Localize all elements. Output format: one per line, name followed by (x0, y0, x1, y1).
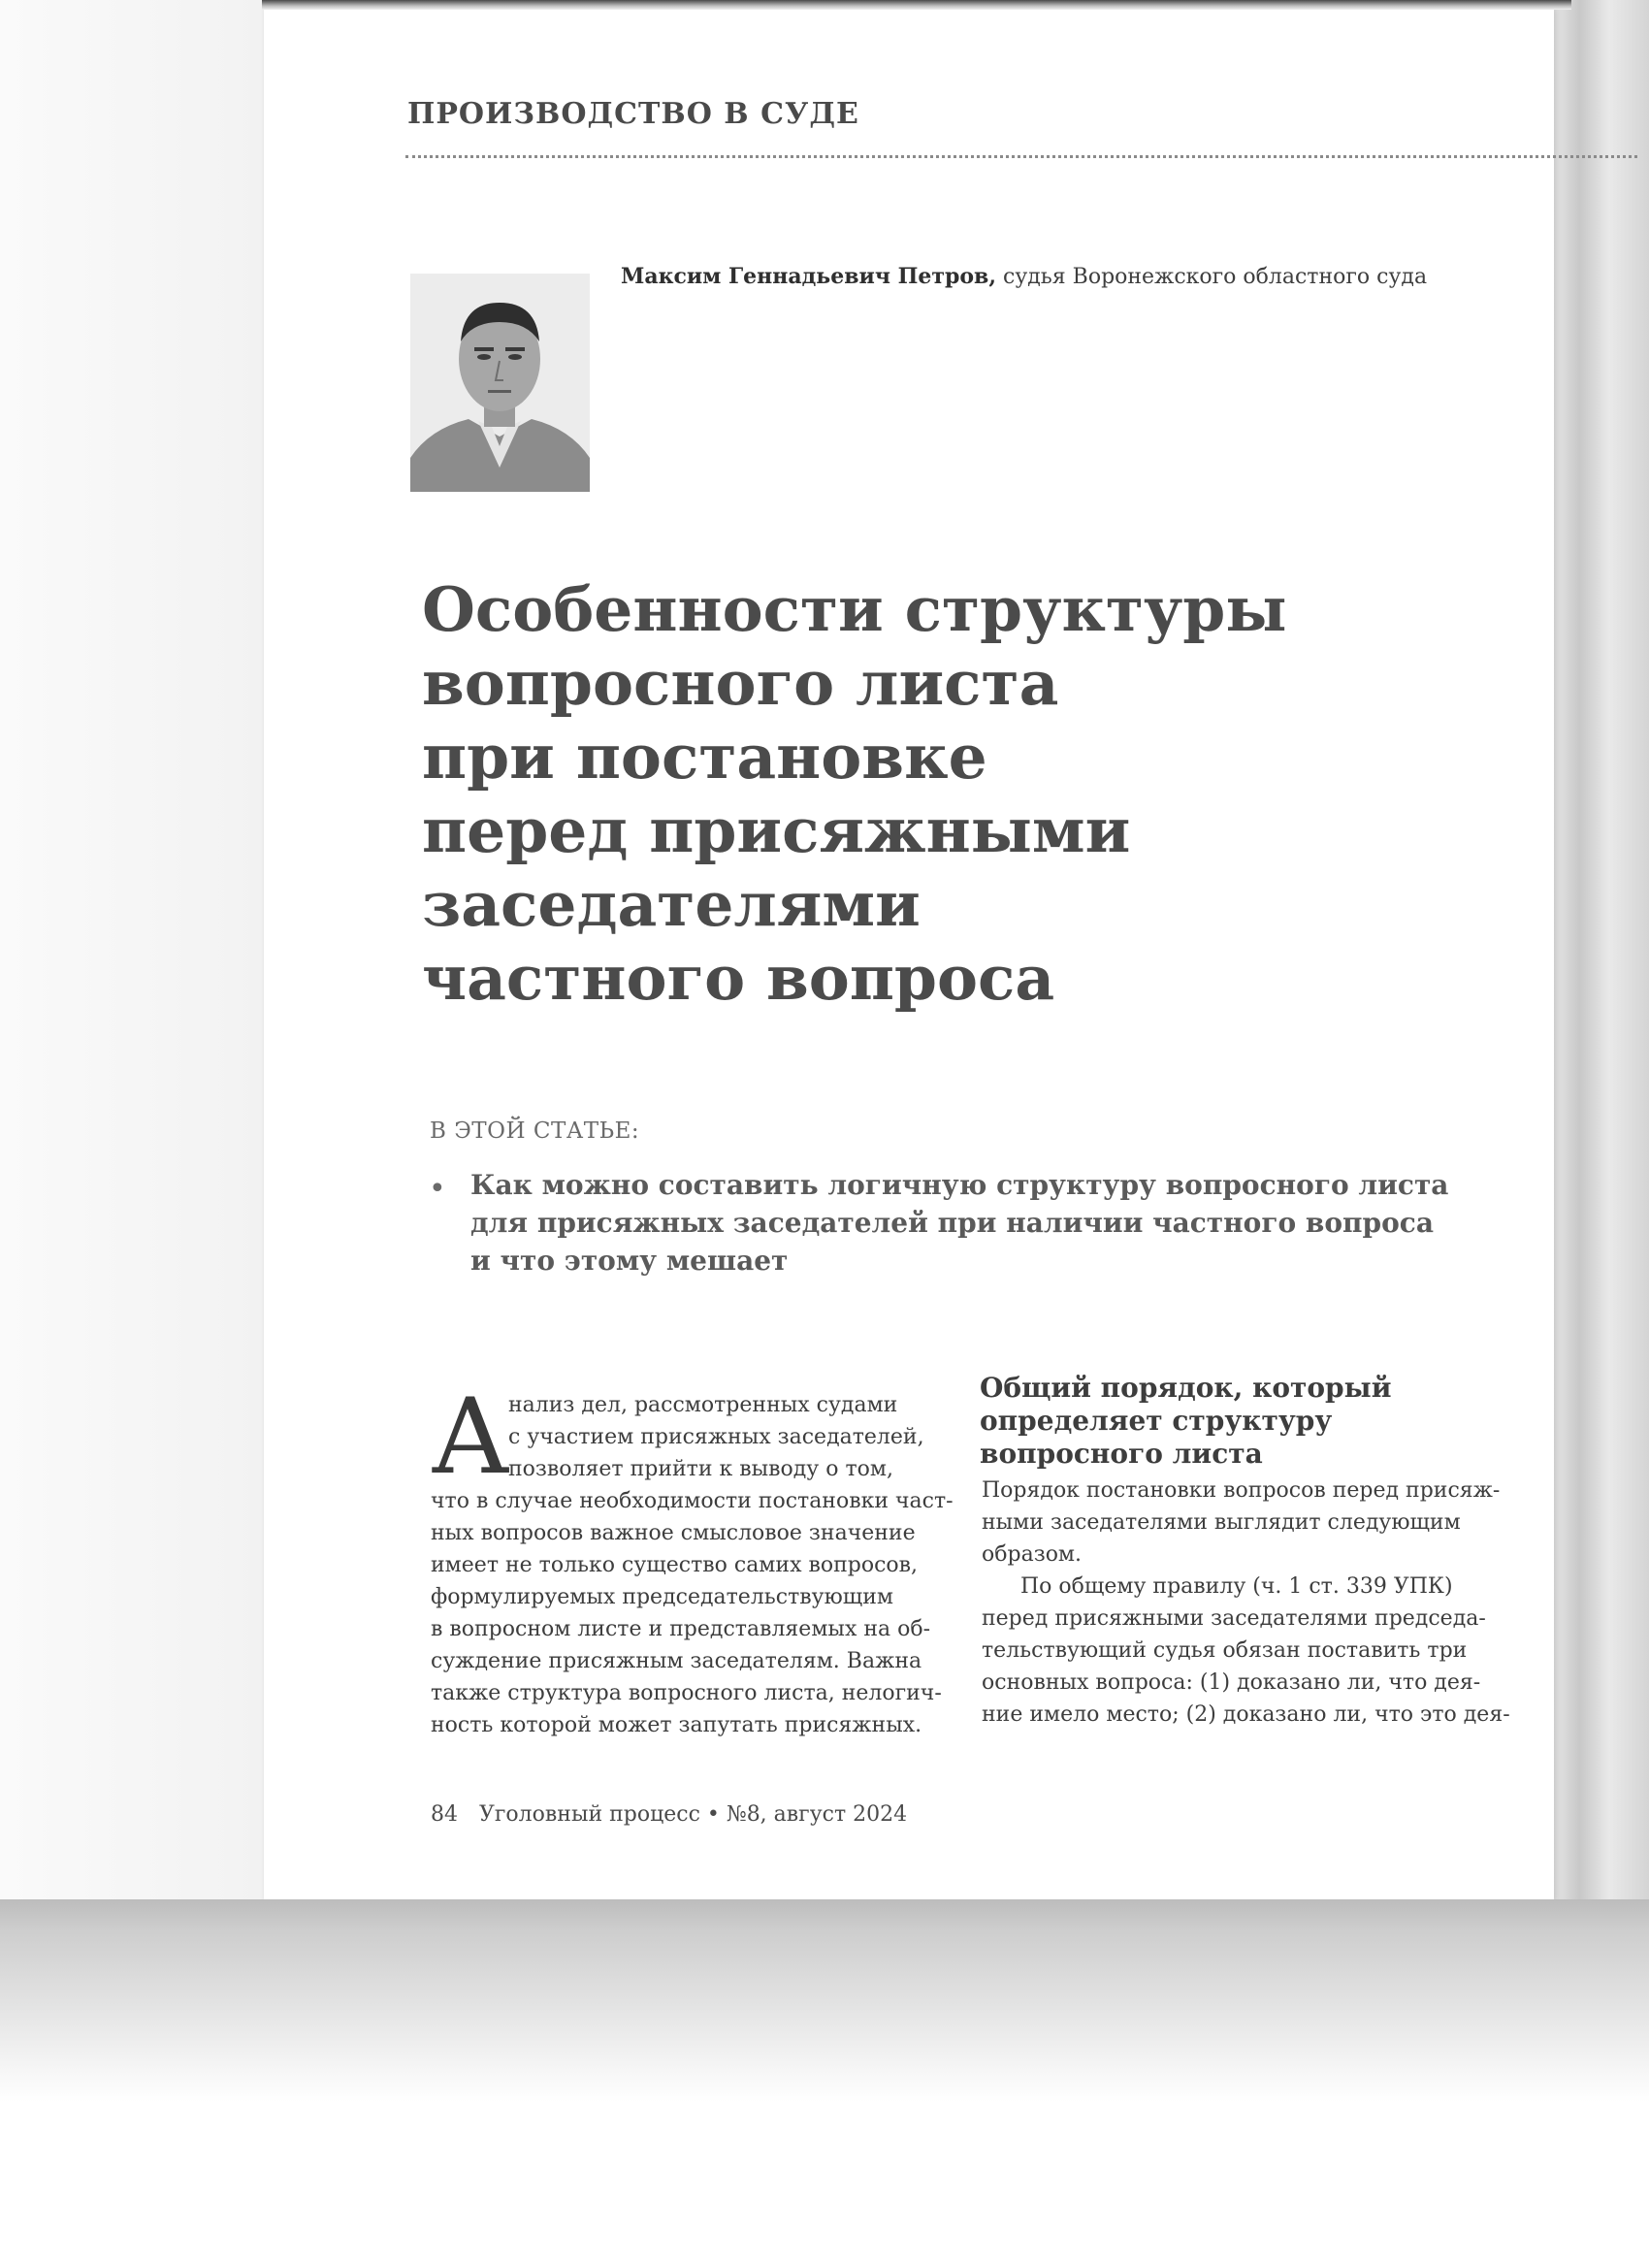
body-line: Порядок постановки вопросов перед присяж- (982, 1478, 1501, 1503)
body-line: с участием присяжных заседателей, (508, 1425, 924, 1449)
heading-line: Общий порядок, который (980, 1372, 1392, 1404)
body-line: ных вопросов важное смысловое значение (431, 1521, 916, 1545)
body-line: имеет не только существо самих вопросов, (431, 1553, 919, 1577)
bullet-icon: • (429, 1172, 446, 1206)
body-line: ными заседателями выглядит следующим (982, 1510, 1461, 1535)
title-line: заседателями (422, 868, 921, 940)
journal-issue: Уголовный процесс • №8, август 2024 (479, 1802, 908, 1827)
body-line: образом. (982, 1542, 1083, 1567)
scan-page-edge-top (262, 0, 1571, 10)
body-line: позволяет прийти к выводу о том, (508, 1457, 893, 1481)
author-byline (621, 264, 1427, 289)
section-heading (980, 1372, 1523, 1471)
body-column-left (431, 1377, 954, 1741)
body-line: формулируемых председательствующим (431, 1585, 893, 1609)
body-line: суждение присяжным заседателям. Важна (431, 1649, 922, 1673)
author-name: Максим Геннадьевич Петров, (621, 264, 996, 289)
body-column-right (982, 1474, 1510, 1731)
body-line: основных вопроса: (1) доказано ли, что дея- (982, 1670, 1481, 1695)
bullet-line: и что этому мешает (470, 1245, 789, 1277)
portrait-image (410, 274, 590, 492)
heading-line: вопросного листа (980, 1438, 1263, 1470)
title-line: Особенности структуры (422, 573, 1287, 645)
body-line: в вопросном листе и представляемых на об- (431, 1617, 931, 1641)
page-number: 84 (431, 1802, 458, 1827)
body-line: ние имело место; (2) доказано ли, что это дея- (982, 1702, 1510, 1727)
title-line: при постановке (422, 721, 987, 793)
heading-line: определяет структуру (980, 1405, 1333, 1437)
body-line: также структура вопросного листа, нелогич- (431, 1681, 942, 1705)
body-line: По общему правилу (ч. 1 ст. 339 УПК) (1020, 1574, 1453, 1599)
scan-background-left (0, 0, 267, 1901)
body-line: нализ дел, рассмотренных судами (508, 1393, 898, 1417)
title-line: частного вопроса (422, 942, 1055, 1014)
in-this-article-bullet (470, 1166, 1450, 1280)
body-line: ность которой может запутать присяжных. (431, 1713, 922, 1737)
body-line: что в случае необходимости постановки част- (431, 1489, 954, 1513)
article-title (422, 572, 1392, 1015)
scan-page-edge-right (1550, 0, 1649, 1901)
body-line: тельствующий судья обязан поставить три (982, 1638, 1468, 1663)
title-line: вопросного листа (422, 647, 1059, 719)
in-this-article-label: В ЭТОЙ СТАТЬЕ: (430, 1118, 640, 1144)
drop-cap: А (431, 1377, 510, 1498)
body-line: перед присяжными заседателями председа- (982, 1606, 1486, 1631)
scan-background-bottom (0, 1899, 1649, 2268)
header-divider (405, 155, 1637, 158)
bullet-line: для присяжных заседателей при наличии частного вопроса (470, 1207, 1434, 1239)
page-footer (431, 1802, 907, 1827)
bullet-line: Как можно составить логичную структуру вопросного листа (470, 1169, 1449, 1201)
title-line: перед присяжными (422, 794, 1131, 866)
author-photo (410, 274, 590, 492)
section-label: ПРОИЗВОДСТВО В СУДЕ (407, 97, 859, 131)
author-position: судья Воронежского областного суда (996, 265, 1428, 289)
